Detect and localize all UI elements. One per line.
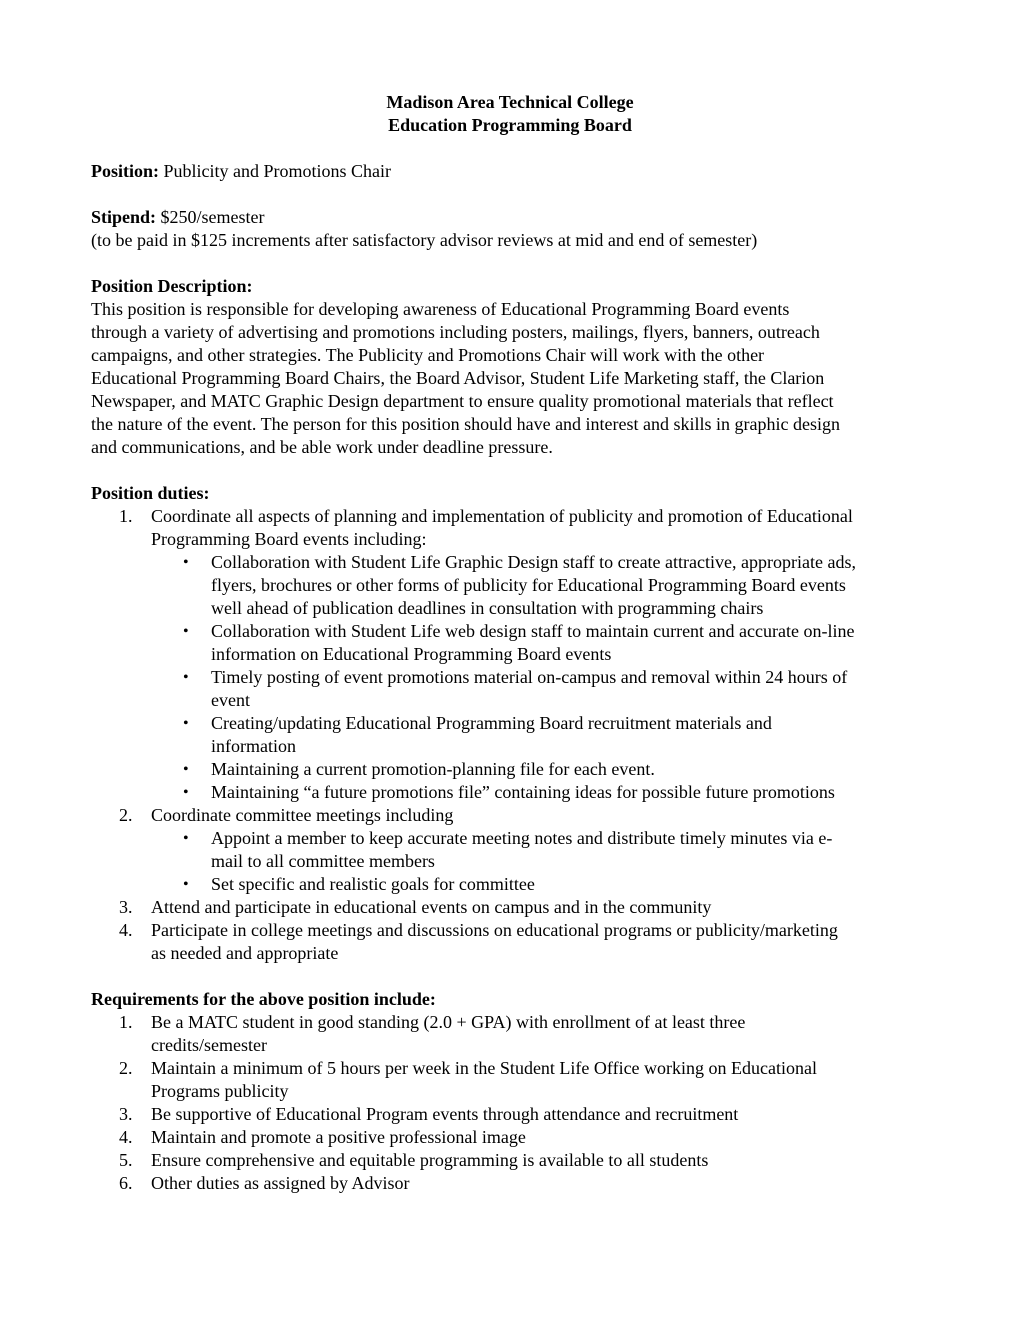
- item-number: 1.: [119, 506, 133, 526]
- item-number: 2.: [119, 1058, 133, 1078]
- bullet-item: [91, 712, 941, 758]
- description-heading: [91, 275, 941, 298]
- bullet-line: mail to all committee members: [211, 851, 435, 871]
- bullet-line: well ahead of publication deadlines in consultation with programming chairs: [211, 598, 764, 618]
- board-title: Education Programming Board: [388, 115, 632, 135]
- description-line: Educational Programming Board Chairs, the Board Advisor, Student Life Marketing staff, the Clarion: [91, 368, 825, 388]
- college-title: Madison Area Technical College: [386, 92, 634, 112]
- list-item: [91, 1172, 941, 1195]
- item-number: 4.: [119, 1127, 133, 1147]
- item-line: Programming Board events including:: [151, 529, 427, 549]
- list-item: [91, 1126, 941, 1149]
- bullet-icon: •: [183, 715, 189, 732]
- bullet-item: [91, 781, 941, 804]
- item-number: 3.: [119, 897, 133, 917]
- stipend-label: Stipend:: [91, 207, 157, 227]
- bullet-line: Maintaining a current promotion-planning file for each event.: [211, 759, 655, 779]
- duties-heading: [91, 482, 941, 505]
- item-number: 4.: [119, 920, 133, 940]
- stipend-value: $250/semester: [156, 207, 265, 227]
- bullet-icon: •: [183, 876, 189, 893]
- list-item: [91, 896, 941, 919]
- bullet-item: [91, 620, 941, 666]
- description-line: through a variety of advertising and promotions including posters, mailings, flyers, banners, outreach: [91, 322, 820, 342]
- description-heading-text: Position Description:: [91, 276, 253, 296]
- bullet-item: [91, 873, 941, 896]
- item-number: 3.: [119, 1104, 133, 1124]
- bullet-icon: •: [183, 784, 189, 801]
- bullet-line: Creating/updating Educational Programming Board recruitment materials and: [211, 713, 772, 733]
- duties-heading-text: Position duties:: [91, 483, 210, 503]
- bullet-icon: •: [183, 554, 189, 571]
- position-value: Publicity and Promotions Chair: [159, 161, 392, 181]
- item-line: Coordinate committee meetings including: [151, 805, 454, 825]
- item-line: Attend and participate in educational events on campus and in the community: [151, 897, 712, 917]
- bullet-line: information on Educational Programming Board events: [211, 644, 612, 664]
- bullet-line: flyers, brochures or other forms of publicity for Educational Programming Board events: [211, 575, 846, 595]
- description-line: the nature of the event. The person for this position should have and interest and skills in graphic design: [91, 414, 841, 434]
- list-item: [91, 1057, 941, 1103]
- bullet-item: [91, 758, 941, 781]
- requirements-list: [91, 1011, 941, 1195]
- item-line: Be supportive of Educational Program events through attendance and recruitment: [151, 1104, 739, 1124]
- bullet-icon: •: [183, 761, 189, 778]
- bullet-line: Maintaining “a future promotions file” containing ideas for possible future promotions: [211, 782, 835, 802]
- description-line: campaigns, and other strategies. The Publicity and Promotions Chair will work with the other: [91, 345, 765, 365]
- list-item: [91, 505, 941, 551]
- description-line: This position is responsible for developing awareness of Educational Programming Board events: [91, 299, 790, 319]
- position-label: Position:: [91, 161, 160, 181]
- item-number: 5.: [119, 1150, 133, 1170]
- item-line: Maintain a minimum of 5 hours per week in the Student Life Office working on Educational: [151, 1058, 818, 1078]
- description-line: and communications, and be able work under deadline pressure.: [91, 437, 553, 457]
- stipend-note: (to be paid in $125 increments after satisfactory advisor reviews at mid and end of semester): [91, 230, 758, 250]
- stipend-line: [91, 206, 941, 229]
- bullet-item: [91, 551, 941, 620]
- item-number: 1.: [119, 1012, 133, 1032]
- list-item: [91, 919, 941, 965]
- item-line: Ensure comprehensive and equitable programming is available to all students: [151, 1150, 709, 1170]
- list-item: [91, 804, 941, 827]
- bullet-line: information: [211, 736, 296, 756]
- item-line: Programs publicity: [151, 1081, 289, 1101]
- bullet-line: event: [211, 690, 250, 710]
- bullet-icon: •: [183, 623, 189, 640]
- item-line: Be a MATC student in good standing (2.0 + GPA) with enrollment of at least three: [151, 1012, 746, 1032]
- description-paragraph: [91, 298, 941, 459]
- bullet-icon: •: [183, 830, 189, 847]
- bullet-line: Appoint a member to keep accurate meeting notes and distribute timely minutes via e-: [211, 828, 833, 848]
- item-line: Coordinate all aspects of planning and implementation of publicity and promotion of Educational: [151, 506, 853, 526]
- item-line: as needed and appropriate: [151, 943, 339, 963]
- bullet-line: Collaboration with Student Life web design staff to maintain current and accurate on-line: [211, 621, 855, 641]
- description-line: Newspaper, and MATC Graphic Design department to ensure quality promotional materials that reflect: [91, 391, 834, 411]
- document-page: [91, 91, 941, 1195]
- item-line: Participate in college meetings and discussions on educational programs or publicity/marketing: [151, 920, 838, 940]
- list-item: [91, 1103, 941, 1126]
- duties-list: [91, 505, 941, 965]
- item-line: Other duties as assigned by Advisor: [151, 1173, 410, 1193]
- bullet-line: Set specific and realistic goals for committee: [211, 874, 535, 894]
- list-item: [91, 1011, 941, 1057]
- item-line: Maintain and promote a positive professional image: [151, 1127, 526, 1147]
- bullet-item: [91, 666, 941, 712]
- bullet-line: Timely posting of event promotions material on-campus and removal within 24 hours of: [211, 667, 848, 687]
- item-number: 6.: [119, 1173, 133, 1193]
- position-line: [91, 160, 941, 183]
- bullet-icon: •: [183, 669, 189, 686]
- item-number: 2.: [119, 805, 133, 825]
- item-line: credits/semester: [151, 1035, 267, 1055]
- requirements-heading: [91, 988, 941, 1011]
- bullet-item: [91, 827, 941, 873]
- list-item: [91, 1149, 941, 1172]
- bullet-line: Collaboration with Student Life Graphic Design staff to create attractive, appropriate ads,: [211, 552, 856, 572]
- requirements-heading-text: Requirements for the above position include:: [91, 989, 436, 1009]
